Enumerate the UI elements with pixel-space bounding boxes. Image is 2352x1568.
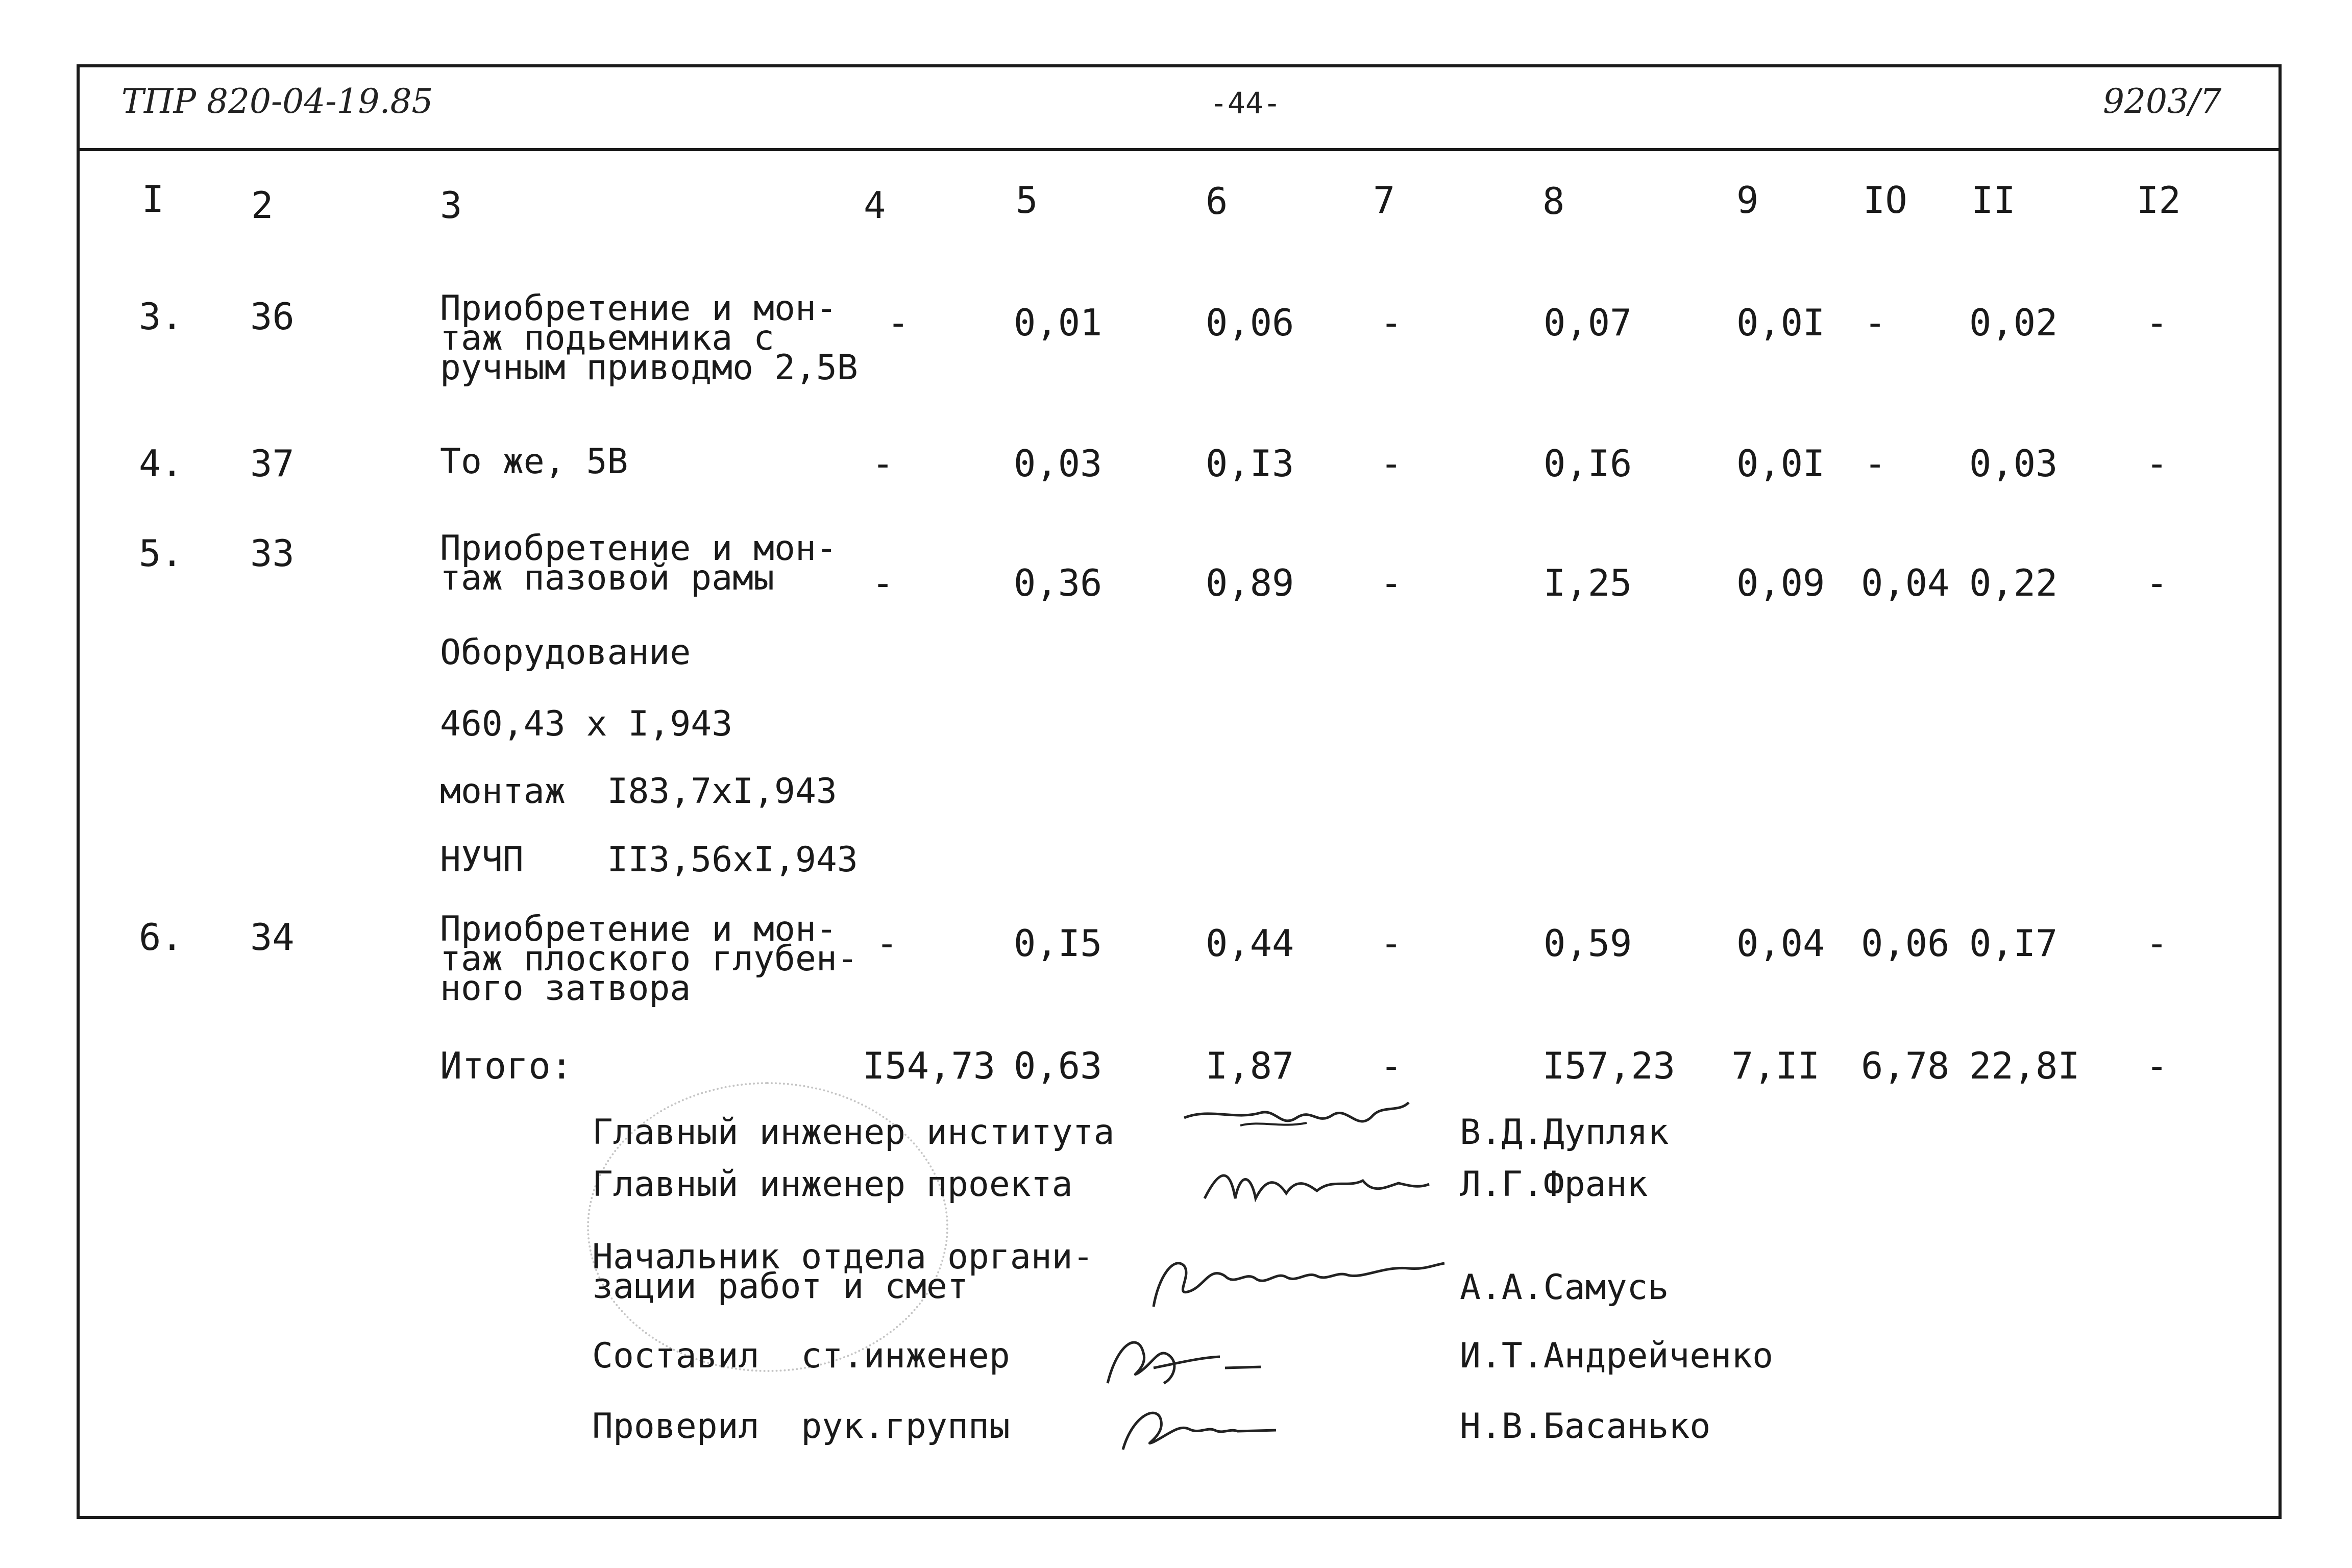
page-number: -44- [1210,86,1281,120]
signatory-name: В.Д.Дупляк [1460,1112,1669,1153]
row-cell-5: 0,03 [1014,442,1102,485]
signatory-title: Составил ст.инженер [592,1336,1010,1376]
row-cell-4: - [872,442,894,485]
row-cell-12: - [2146,922,2168,965]
col-number-5: 5 [1016,179,1038,222]
signatory-title: Главный инженер проекта [592,1164,1073,1205]
row-description: Приобретение и мон- таж плоского глубен- ного затвора [440,909,858,1009]
row-cell-11: 0,I7 [1969,922,2058,965]
signature-chief-engineer-institute [1179,1097,1419,1156]
equipment-label: Оборудование [440,632,691,673]
row-cell-10: - [1864,301,1886,344]
row-number: 6. [139,916,183,959]
row-description: Приобретение и мон- таж подьемника с ручным приводмо 2,5В [440,288,858,388]
col-number-12: I2 [2137,179,2181,222]
row-description: То же, 5В [440,442,628,482]
row-cell-7: - [1380,922,1403,965]
row-cell-12: - [2146,442,2168,485]
signatory-name: И.Т.Андрейченко [1460,1336,1774,1376]
row-cell-9: 0,09 [1736,561,1825,604]
col-number-10: IO [1863,179,1907,222]
signature-compiled-by [1097,1327,1271,1395]
signature-head-of-department [1143,1245,1450,1314]
row-number: 5. [139,532,183,575]
col-number-7: 7 [1373,179,1395,222]
signatory-name: Л.Г.Франк [1460,1164,1648,1205]
total-cell-11: 22,8I [1969,1044,2080,1087]
col-number-8: 8 [1542,180,1565,223]
row-cell-5: 0,I5 [1014,922,1102,965]
row-cell-11: 0,22 [1969,561,2058,604]
row-cell-5: 0,36 [1014,561,1102,604]
total-cell-10: 6,78 [1861,1044,1950,1087]
row-cell-8: 0,59 [1544,922,1632,965]
row-cell-9: 0,04 [1736,922,1825,965]
row-cell-6: 0,06 [1206,301,1294,344]
col-number-1: I [142,178,164,220]
equipment-line-mounting: монтаж I83,7хI,943 [440,771,837,812]
row-cell-4: - [887,301,910,344]
col-number-4: 4 [864,184,886,227]
row-cell-4: - [872,561,894,604]
row-cell-9: 0,0I [1736,442,1825,485]
signatory-title: Проверил рук.группы [592,1406,1010,1447]
total-cell-8: I57,23 [1542,1044,1676,1087]
total-cell-12: - [2146,1044,2168,1087]
col-number-11: II [1971,179,2016,222]
row-cell-9: 0,0I [1736,301,1825,344]
row-cell-7: - [1380,442,1403,485]
row-cell-10: 0,06 [1861,922,1950,965]
signatory-title: Главный инженер института [592,1112,1115,1153]
total-cell-6: I,87 [1206,1044,1294,1087]
col-number-6: 6 [1206,180,1228,223]
total-cell-9: 7,II [1731,1044,1820,1087]
row-cell-8: 0,I6 [1544,442,1632,485]
row-cell-11: 0,03 [1969,442,2058,485]
row-cell-4: - [876,922,898,965]
document-code: ТПР 820-04-19.85 [121,82,433,121]
row-code: 37 [250,442,295,485]
total-cell-7: - [1380,1044,1403,1087]
row-description: Приобретение и мон- таж пазовой рамы [440,528,837,598]
row-cell-5: 0,01 [1014,301,1102,344]
equipment-line-equipment: 460,43 х I,943 [440,704,733,744]
col-number-2: 2 [251,184,274,227]
row-cell-6: 0,89 [1206,561,1294,604]
equipment-line-overhead: НУЧП II3,56хI,943 [440,840,858,880]
signatory-name: А.А.Самусь [1460,1267,1669,1308]
row-cell-12: - [2146,301,2168,344]
row-number: 3. [139,295,183,338]
row-code: 36 [250,295,295,338]
row-cell-10: - [1864,442,1886,485]
row-cell-7: - [1380,561,1403,604]
album-number: 9203/7 [2103,82,2222,121]
signatory-name: Н.В.Басанько [1460,1406,1711,1447]
row-cell-6: 0,44 [1206,922,1294,965]
total-cell-4: I54,73 [863,1044,996,1087]
row-code: 34 [250,916,295,959]
signatory-title: Начальник отдела органи- зации работ и смет [592,1237,1094,1307]
row-cell-8: I,25 [1544,561,1632,604]
col-number-3: 3 [440,184,462,227]
total-label: Итого: [440,1044,573,1087]
row-cell-10: 0,04 [1861,561,1950,604]
row-code: 33 [250,532,295,575]
total-cell-5: 0,63 [1014,1044,1102,1087]
row-cell-11: 0,02 [1969,301,2058,344]
signature-chief-engineer-project [1199,1158,1434,1216]
row-cell-8: 0,07 [1544,301,1632,344]
row-cell-12: - [2146,561,2168,604]
col-number-9: 9 [1736,179,1759,222]
header-divider [77,148,2282,151]
row-cell-7: - [1380,301,1403,344]
row-cell-6: 0,I3 [1206,442,1294,485]
signature-checked-by [1113,1399,1286,1457]
row-number: 4. [139,442,183,485]
